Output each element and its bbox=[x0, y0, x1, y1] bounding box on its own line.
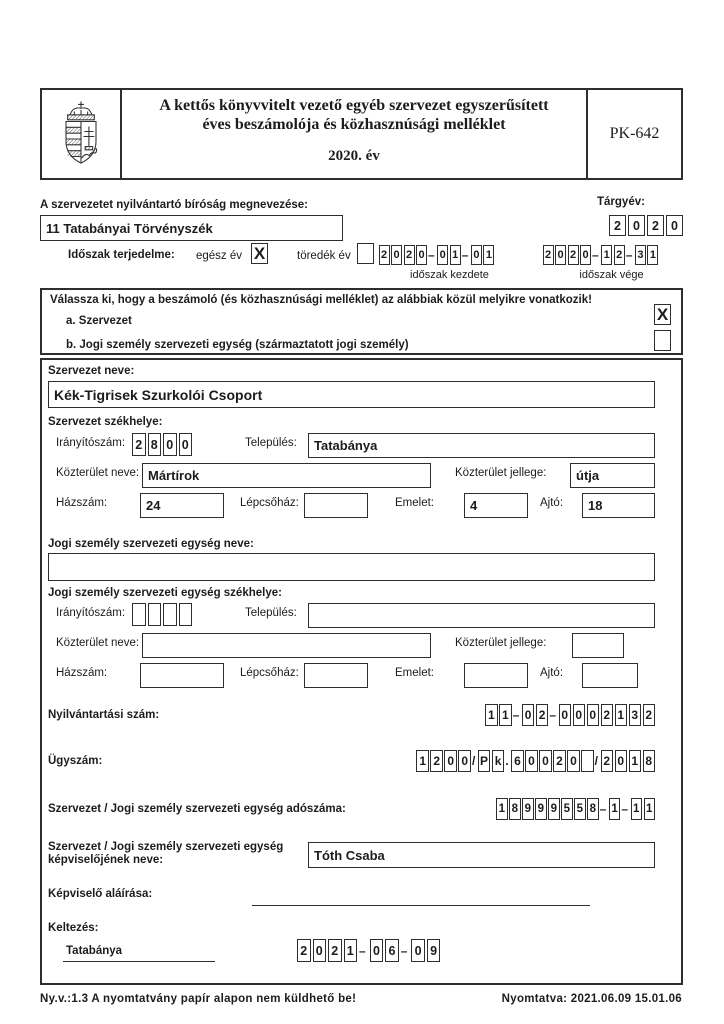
szervezet-ajto-field[interactable]: 18 bbox=[582, 493, 655, 518]
box-separator: – bbox=[592, 248, 599, 262]
iranyitoszam-label: Irányítószám: bbox=[56, 607, 126, 619]
idoszak-kezdete-caption: időszak kezdete bbox=[410, 269, 489, 281]
char-box[interactable]: 1 bbox=[615, 704, 628, 726]
char-box[interactable]: 0 bbox=[437, 245, 448, 265]
char-box[interactable]: 8 bbox=[148, 433, 162, 456]
form-title-line2: éves beszámolója és közhasznúsági melléklet bbox=[202, 115, 506, 133]
organization-details-section bbox=[40, 358, 683, 985]
form-title bbox=[122, 90, 588, 178]
char-box[interactable]: 2 bbox=[430, 750, 443, 772]
szervezet-kozterulet-neve-field[interactable]: Mártírok bbox=[142, 463, 431, 488]
court-name-field[interactable]: 11 Tatabányai Törvényszék bbox=[40, 215, 343, 241]
toredek-ev-label: töredék év bbox=[297, 250, 351, 262]
kozterulet-jellege-label: Közterület jellege: bbox=[455, 467, 547, 479]
jogi-egyseg-szekhelye-label: Jogi személy szervezeti egység székhelye: bbox=[48, 587, 282, 599]
char-box[interactable]: 8 bbox=[509, 798, 521, 820]
char-box[interactable]: 1 bbox=[496, 798, 508, 820]
char-box[interactable]: 0 bbox=[391, 245, 402, 265]
char-box[interactable]: 0 bbox=[666, 215, 683, 236]
char-box[interactable]: 1 bbox=[485, 704, 498, 726]
egesz-ev-checkbox[interactable]: X bbox=[251, 243, 268, 264]
char-box[interactable]: 2 bbox=[543, 245, 554, 265]
char-box[interactable]: 1 bbox=[631, 798, 643, 820]
footer-version-note: Ny.v.:1.3 A nyomtatvány papír alapon nem küldhető be! bbox=[40, 993, 357, 1005]
char-box[interactable]: 2 bbox=[568, 245, 579, 265]
box-separator: – bbox=[428, 248, 435, 262]
box-separator: / bbox=[594, 754, 598, 768]
box-separator: – bbox=[400, 943, 408, 958]
szervezet-kozterulet-jellege-field[interactable]: útja bbox=[570, 463, 655, 488]
char-box[interactable]: 2 bbox=[536, 704, 549, 726]
char-box[interactable]: 1 bbox=[499, 704, 512, 726]
kozterulet-jellege-label: Közterület jellege: bbox=[455, 637, 547, 649]
char-box[interactable] bbox=[179, 603, 193, 626]
char-box[interactable]: 2 bbox=[643, 704, 656, 726]
egesz-ev-label: egész év bbox=[196, 250, 243, 262]
box-separator: / bbox=[471, 754, 476, 768]
kepviselo-neve-field[interactable]: Tóth Csaba bbox=[308, 842, 655, 868]
jogi-egyseg-neve-label: Jogi személy szervezeti egység neve: bbox=[48, 538, 254, 550]
char-box[interactable]: 2 bbox=[379, 245, 390, 265]
szervezet-neve-field[interactable]: Kék-Tigrisek Szurkolói Csoport bbox=[48, 381, 655, 408]
char-box[interactable]: 9 bbox=[535, 798, 547, 820]
char-box[interactable]: 1 bbox=[647, 245, 658, 265]
char-box[interactable]: 0 bbox=[471, 245, 482, 265]
char-box[interactable]: 1 bbox=[450, 245, 461, 265]
jogi-egyseg-lepcsohaz-field[interactable] bbox=[304, 663, 368, 688]
box-separator: – bbox=[621, 802, 628, 816]
char-box[interactable]: P bbox=[478, 750, 491, 772]
char-box[interactable]: 1 bbox=[483, 245, 494, 265]
char-box[interactable]: 5 bbox=[574, 798, 586, 820]
char-box[interactable]: 6 bbox=[511, 750, 524, 772]
char-box[interactable]: 0 bbox=[444, 750, 457, 772]
char-box[interactable]: 0 bbox=[567, 750, 580, 772]
char-box[interactable]: 6 bbox=[385, 939, 399, 962]
box-separator: – bbox=[461, 248, 469, 262]
adoszam-label: Szervezet / Jogi személy szervezeti egység adószáma: bbox=[48, 803, 346, 815]
emelet-label: Emelet: bbox=[395, 667, 434, 679]
char-box[interactable]: 3 bbox=[629, 704, 642, 726]
char-box[interactable]: 8 bbox=[643, 750, 656, 772]
char-box[interactable]: 2 bbox=[297, 939, 311, 962]
idoszak-kezdete-boxes[interactable] bbox=[377, 245, 494, 265]
szervezet-szekhelye-label: Szervezet székhelye: bbox=[48, 416, 163, 428]
ajto-label: Ajtó: bbox=[540, 667, 564, 679]
char-box[interactable]: 2 bbox=[404, 245, 415, 265]
char-box[interactable]: 0 bbox=[559, 704, 572, 726]
kozterulet-neve-label: Közterület neve: bbox=[56, 467, 140, 479]
char-box[interactable]: k bbox=[492, 750, 505, 772]
targyev-label: Tárgyév: bbox=[597, 196, 645, 208]
char-box[interactable]: 1 bbox=[416, 750, 429, 772]
box-separator: . bbox=[505, 754, 509, 768]
char-box[interactable]: 9 bbox=[548, 798, 560, 820]
idoszak-vege-boxes[interactable] bbox=[541, 245, 658, 265]
jogi-egyseg-emelet-field[interactable] bbox=[464, 663, 528, 688]
char-box[interactable]: 1 bbox=[601, 245, 612, 265]
char-box[interactable]: 2 bbox=[609, 215, 626, 236]
nyilvantartasi-szam-boxes[interactable] bbox=[484, 704, 655, 726]
emelet-label: Emelet: bbox=[395, 497, 434, 509]
hazszam-label: Házszám: bbox=[56, 667, 108, 679]
hungarian-coat-of-arms-icon bbox=[56, 99, 106, 169]
box-separator: – bbox=[599, 802, 607, 816]
iranyitoszam-label: Irányítószám: bbox=[56, 437, 126, 449]
char-box[interactable]: 2 bbox=[647, 215, 664, 236]
option-b-label: b. Jogi személy szervezeti egység (származtatott jogi személy) bbox=[66, 339, 409, 351]
szervezet-lepcsohaz-field[interactable] bbox=[304, 493, 368, 518]
ajto-label: Ajtó: bbox=[540, 497, 564, 509]
hazszam-label: Házszám: bbox=[56, 497, 108, 509]
char-box[interactable]: 3 bbox=[635, 245, 646, 265]
kozterulet-neve-label: Közterület neve: bbox=[56, 637, 140, 649]
char-box[interactable]: 0 bbox=[628, 215, 645, 236]
char-box[interactable]: 0 bbox=[580, 245, 591, 265]
box-separator: – bbox=[625, 248, 633, 262]
option-b-checkbox[interactable] bbox=[654, 330, 671, 351]
char-box[interactable]: 1 bbox=[644, 798, 656, 820]
idoszak-label: Időszak terjedelme: bbox=[68, 249, 175, 261]
footer-printed-timestamp: Nyomtatva: 2021.06.09 15.01.06 bbox=[501, 993, 682, 1005]
form-title-line1: A kettős könyvvitelt vezető egyéb szervezet egyszerűsített bbox=[159, 97, 549, 114]
char-box[interactable]: 8 bbox=[587, 798, 599, 820]
nyilvantartasi-szam-label: Nyilvántartási szám: bbox=[48, 709, 160, 721]
choice-title: Válassza ki, hogy a beszámoló (és közhasznúsági melléklet) az alábbiak közül melyikre vonatkozik! bbox=[50, 294, 592, 306]
char-box[interactable]: 2 bbox=[601, 704, 614, 726]
jogi-egyseg-hazszam-field[interactable] bbox=[140, 663, 224, 688]
report-scope-section bbox=[40, 288, 683, 355]
szervezet-hazszam-field[interactable]: 24 bbox=[140, 493, 224, 518]
jogi-egyseg-kozterulet-neve-field[interactable] bbox=[142, 633, 431, 658]
keltezes-hely-value[interactable]: Tatabánya bbox=[66, 945, 123, 957]
lepcsohaz-label: Lépcsőház: bbox=[240, 667, 299, 679]
option-a-checkbox[interactable]: X bbox=[654, 304, 671, 325]
adoszam-boxes[interactable] bbox=[495, 798, 655, 820]
char-box[interactable]: 2 bbox=[601, 750, 614, 772]
jogi-egyseg-ajto-field[interactable] bbox=[582, 663, 638, 688]
keltezes-datum-boxes[interactable] bbox=[295, 939, 440, 962]
option-a-label: a. Szervezet bbox=[66, 315, 132, 327]
lepcsohaz-label: Lépcsőház: bbox=[240, 497, 299, 509]
form-code: PK-642 bbox=[609, 125, 660, 142]
jogi-egyseg-kozterulet-jellege-field[interactable] bbox=[572, 633, 624, 658]
alairas-signature-line[interactable] bbox=[252, 890, 590, 906]
ugyszam-boxes[interactable] bbox=[415, 750, 655, 772]
szervezet-neve-label: Szervezet neve: bbox=[48, 365, 135, 377]
char-box[interactable]: 9 bbox=[522, 798, 534, 820]
char-box[interactable]: 1 bbox=[344, 939, 358, 962]
char-box[interactable]: 2 bbox=[328, 939, 342, 962]
char-box[interactable]: 2 bbox=[132, 433, 146, 456]
szervezet-emelet-field[interactable]: 4 bbox=[464, 493, 528, 518]
szervezet-telepules-field[interactable]: Tatabánya bbox=[308, 433, 655, 458]
toredek-ev-checkbox[interactable] bbox=[357, 243, 374, 264]
ugyszam-label: Ügyszám: bbox=[48, 755, 103, 767]
char-box[interactable]: 0 bbox=[458, 750, 471, 772]
char-box[interactable]: 0 bbox=[587, 704, 600, 726]
box-separator: – bbox=[359, 943, 366, 958]
char-box[interactable] bbox=[163, 603, 177, 626]
char-box[interactable]: 0 bbox=[522, 704, 535, 726]
char-box[interactable]: 0 bbox=[525, 750, 538, 772]
kepviselo-label-line1: Szervezet / Jogi személy szervezeti egység bbox=[48, 841, 284, 853]
char-box[interactable]: 0 bbox=[163, 433, 177, 456]
telepules-label: Település: bbox=[245, 607, 297, 619]
char-box[interactable]: 0 bbox=[370, 939, 384, 962]
targyev-boxes[interactable] bbox=[607, 215, 683, 236]
char-box[interactable]: 0 bbox=[416, 245, 427, 265]
box-separator: – bbox=[549, 708, 556, 722]
char-box[interactable]: 5 bbox=[561, 798, 573, 820]
char-box[interactable] bbox=[148, 603, 162, 626]
char-box[interactable]: 0 bbox=[615, 750, 628, 772]
form-header bbox=[40, 88, 683, 180]
keltezes-hely-line bbox=[63, 946, 215, 962]
telepules-label: Település: bbox=[245, 437, 297, 449]
court-label: A szervezetet nyilvántartó bíróság megnevezése: bbox=[40, 199, 309, 211]
char-box[interactable] bbox=[132, 603, 146, 626]
jogi-egyseg-iranyitoszam-boxes[interactable] bbox=[130, 603, 192, 626]
kepviselo-label-line2: képviselőjének neve: bbox=[48, 854, 164, 866]
box-separator: – bbox=[512, 708, 520, 722]
char-box[interactable]: 9 bbox=[427, 939, 441, 962]
jogi-egyseg-telepules-field[interactable] bbox=[308, 603, 655, 628]
char-box[interactable]: 2 bbox=[614, 245, 625, 265]
char-box[interactable]: 0 bbox=[539, 750, 552, 772]
char-box[interactable] bbox=[581, 750, 594, 772]
form-title-year: 2020. év bbox=[328, 147, 380, 164]
keltezes-label: Keltezés: bbox=[48, 922, 99, 934]
char-box[interactable]: 1 bbox=[609, 798, 621, 820]
char-box[interactable]: 0 bbox=[179, 433, 193, 456]
char-box[interactable]: 0 bbox=[313, 939, 327, 962]
char-box[interactable]: 0 bbox=[411, 939, 425, 962]
jogi-egyseg-neve-field[interactable] bbox=[48, 553, 655, 581]
coat-of-arms-cell bbox=[42, 90, 122, 178]
szervezet-iranyitoszam-boxes[interactable] bbox=[130, 433, 192, 456]
char-box[interactable]: 0 bbox=[555, 245, 566, 265]
idoszak-vege-caption: időszak vége bbox=[579, 269, 644, 281]
alairas-label: Képviselő aláírása: bbox=[48, 888, 153, 900]
char-box[interactable]: 2 bbox=[553, 750, 566, 772]
char-box[interactable]: 0 bbox=[573, 704, 586, 726]
char-box[interactable]: 1 bbox=[629, 750, 642, 772]
